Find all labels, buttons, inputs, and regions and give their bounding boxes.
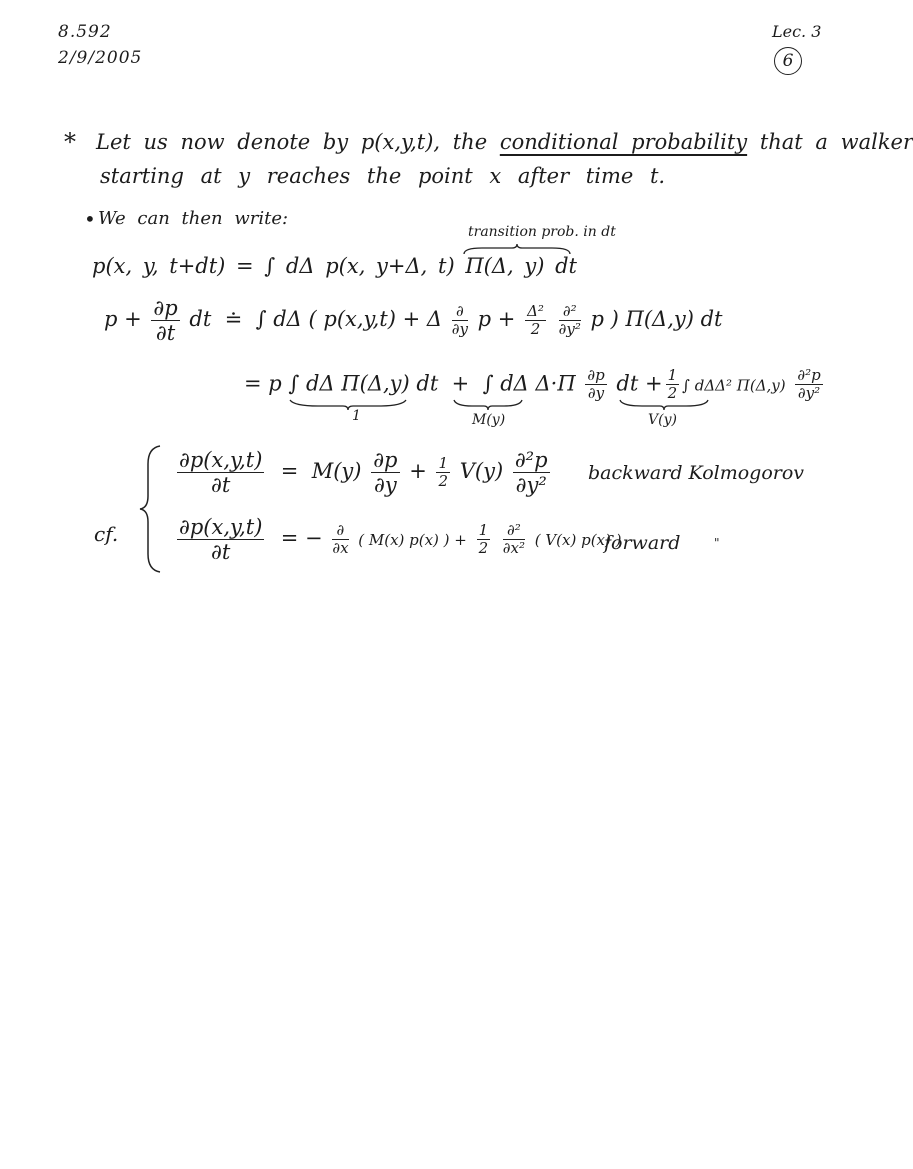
underbrace-3 — [618, 398, 710, 410]
eq3-term2: ∫ dΔ Δ·Π — [482, 371, 576, 396]
eq3-plus1: + — [451, 371, 470, 396]
underbrace-label-m: M(y) — [472, 412, 506, 428]
eq3-term1: ∫ dΔ Π(Δ,y) dt — [288, 371, 439, 396]
system-brace — [136, 444, 164, 574]
eq2-integral: ∫ dΔ ( p(x,y,t) + Δ — [255, 307, 443, 332]
bullet-marker: • — [84, 207, 96, 231]
line1-underlined: conditional probability — [499, 130, 748, 154]
text-line-3: We can then write: — [98, 208, 289, 229]
eq4-plus: + — [409, 459, 427, 484]
eq4-m: M(y) — [311, 459, 362, 484]
eq5-eq: = − — [280, 526, 323, 551]
line1-part-a: Let us now denote by p(x,y,t), the — [96, 130, 488, 154]
eq2-approx: ≐ — [224, 307, 243, 332]
eq4-dpdy: $\frac{\partial p}{\partial y}$ — [373, 448, 398, 498]
eq4-half: $\frac{1}{2}$ — [438, 453, 449, 491]
eq4-eq: = — [280, 459, 299, 484]
eq2-d1: $\frac{\partial}{\partial y}$ — [451, 301, 468, 339]
eq2-lhs: p + — [104, 307, 142, 332]
eq5-a-body: ( M(x) p(x) ) + — [358, 531, 467, 550]
equation-backward — [174, 448, 553, 497]
equation-forward — [174, 515, 622, 564]
underbrace-label-1: 1 — [352, 408, 361, 424]
eq4-v: V(y) — [459, 459, 504, 484]
eq2-dpdt: $\frac{\partial p}{\partial t}$ — [153, 296, 178, 346]
text-line-2: starting at y reaches the point x after time t. — [100, 164, 666, 188]
annotation-transition-prob: transition prob. in dt — [468, 224, 616, 240]
eq2-delta-sq-half: $\frac{\text{Δ²}}{2}$ — [527, 301, 544, 339]
label-backward-kolmogorov: backward Kolmogorov — [588, 462, 805, 484]
equation-1: p(x, y, t+dt) = ∫ dΔ p(x, y+Δ, t) Π(Δ, y) dt — [92, 254, 577, 278]
equation-2 — [104, 296, 723, 345]
underbrace-label-v: V(y) — [648, 412, 677, 428]
underbrace-2 — [452, 398, 524, 410]
eq5-d2dx2: $\frac{\text{∂²}}{\text{∂x²}}$ — [502, 520, 526, 558]
star-marker: * — [64, 128, 76, 156]
eq3-dpdy: $\frac{\partial p}{\partial y}$ — [587, 366, 605, 403]
underbrace-1 — [288, 398, 408, 410]
lecture-label: Lec. 3 — [772, 22, 822, 41]
eq4-lhs: $\frac{\partial p(x,y,t)}{\partial t}$ — [179, 448, 263, 498]
eq5-b-body: ( V(x) p(x) ) — [534, 531, 622, 550]
eq2-d2: $\frac{\text{∂²}}{\text{∂y²}}$ — [558, 301, 581, 339]
eq3-dt: dt — [616, 371, 639, 396]
eq2-p-plus: p + — [477, 307, 516, 332]
eq3-d2pdy2: $\frac{\text{∂²p}}{\text{∂y²}}$ — [797, 366, 821, 403]
cf-label: cf. — [94, 522, 119, 546]
eq3-plus2: + — [644, 371, 663, 396]
eq3-half: $\frac{1}{2}$ — [667, 366, 678, 403]
eq3-term3: ∫ dΔΔ² Π(Δ,y) — [682, 376, 786, 395]
text-line-1 — [96, 130, 913, 154]
small-mark: " — [714, 536, 720, 550]
line1-part-b: that a walker — [759, 130, 913, 154]
eq4-d2pdy2: $\frac{\text{∂²p}}{\text{∂y²}}$ — [514, 448, 548, 498]
label-forward: forward — [604, 532, 681, 554]
eq3-eq: = p — [244, 371, 282, 396]
page-number: 6 — [774, 47, 802, 75]
eq2-tail: p ) Π(Δ,y) dt — [590, 307, 723, 332]
lecture-date: 2/9/2005 — [58, 48, 143, 68]
eq2-dt: dt — [189, 307, 212, 332]
eq5-lhs: $\frac{\partial p(x,y,t)}{\partial t}$ — [179, 515, 263, 565]
eq5-ddx: $\frac{\partial}{\partial x}$ — [332, 520, 349, 558]
eq5-half: $\frac{1}{2}$ — [478, 520, 489, 558]
course-number: 8.592 — [58, 22, 112, 42]
